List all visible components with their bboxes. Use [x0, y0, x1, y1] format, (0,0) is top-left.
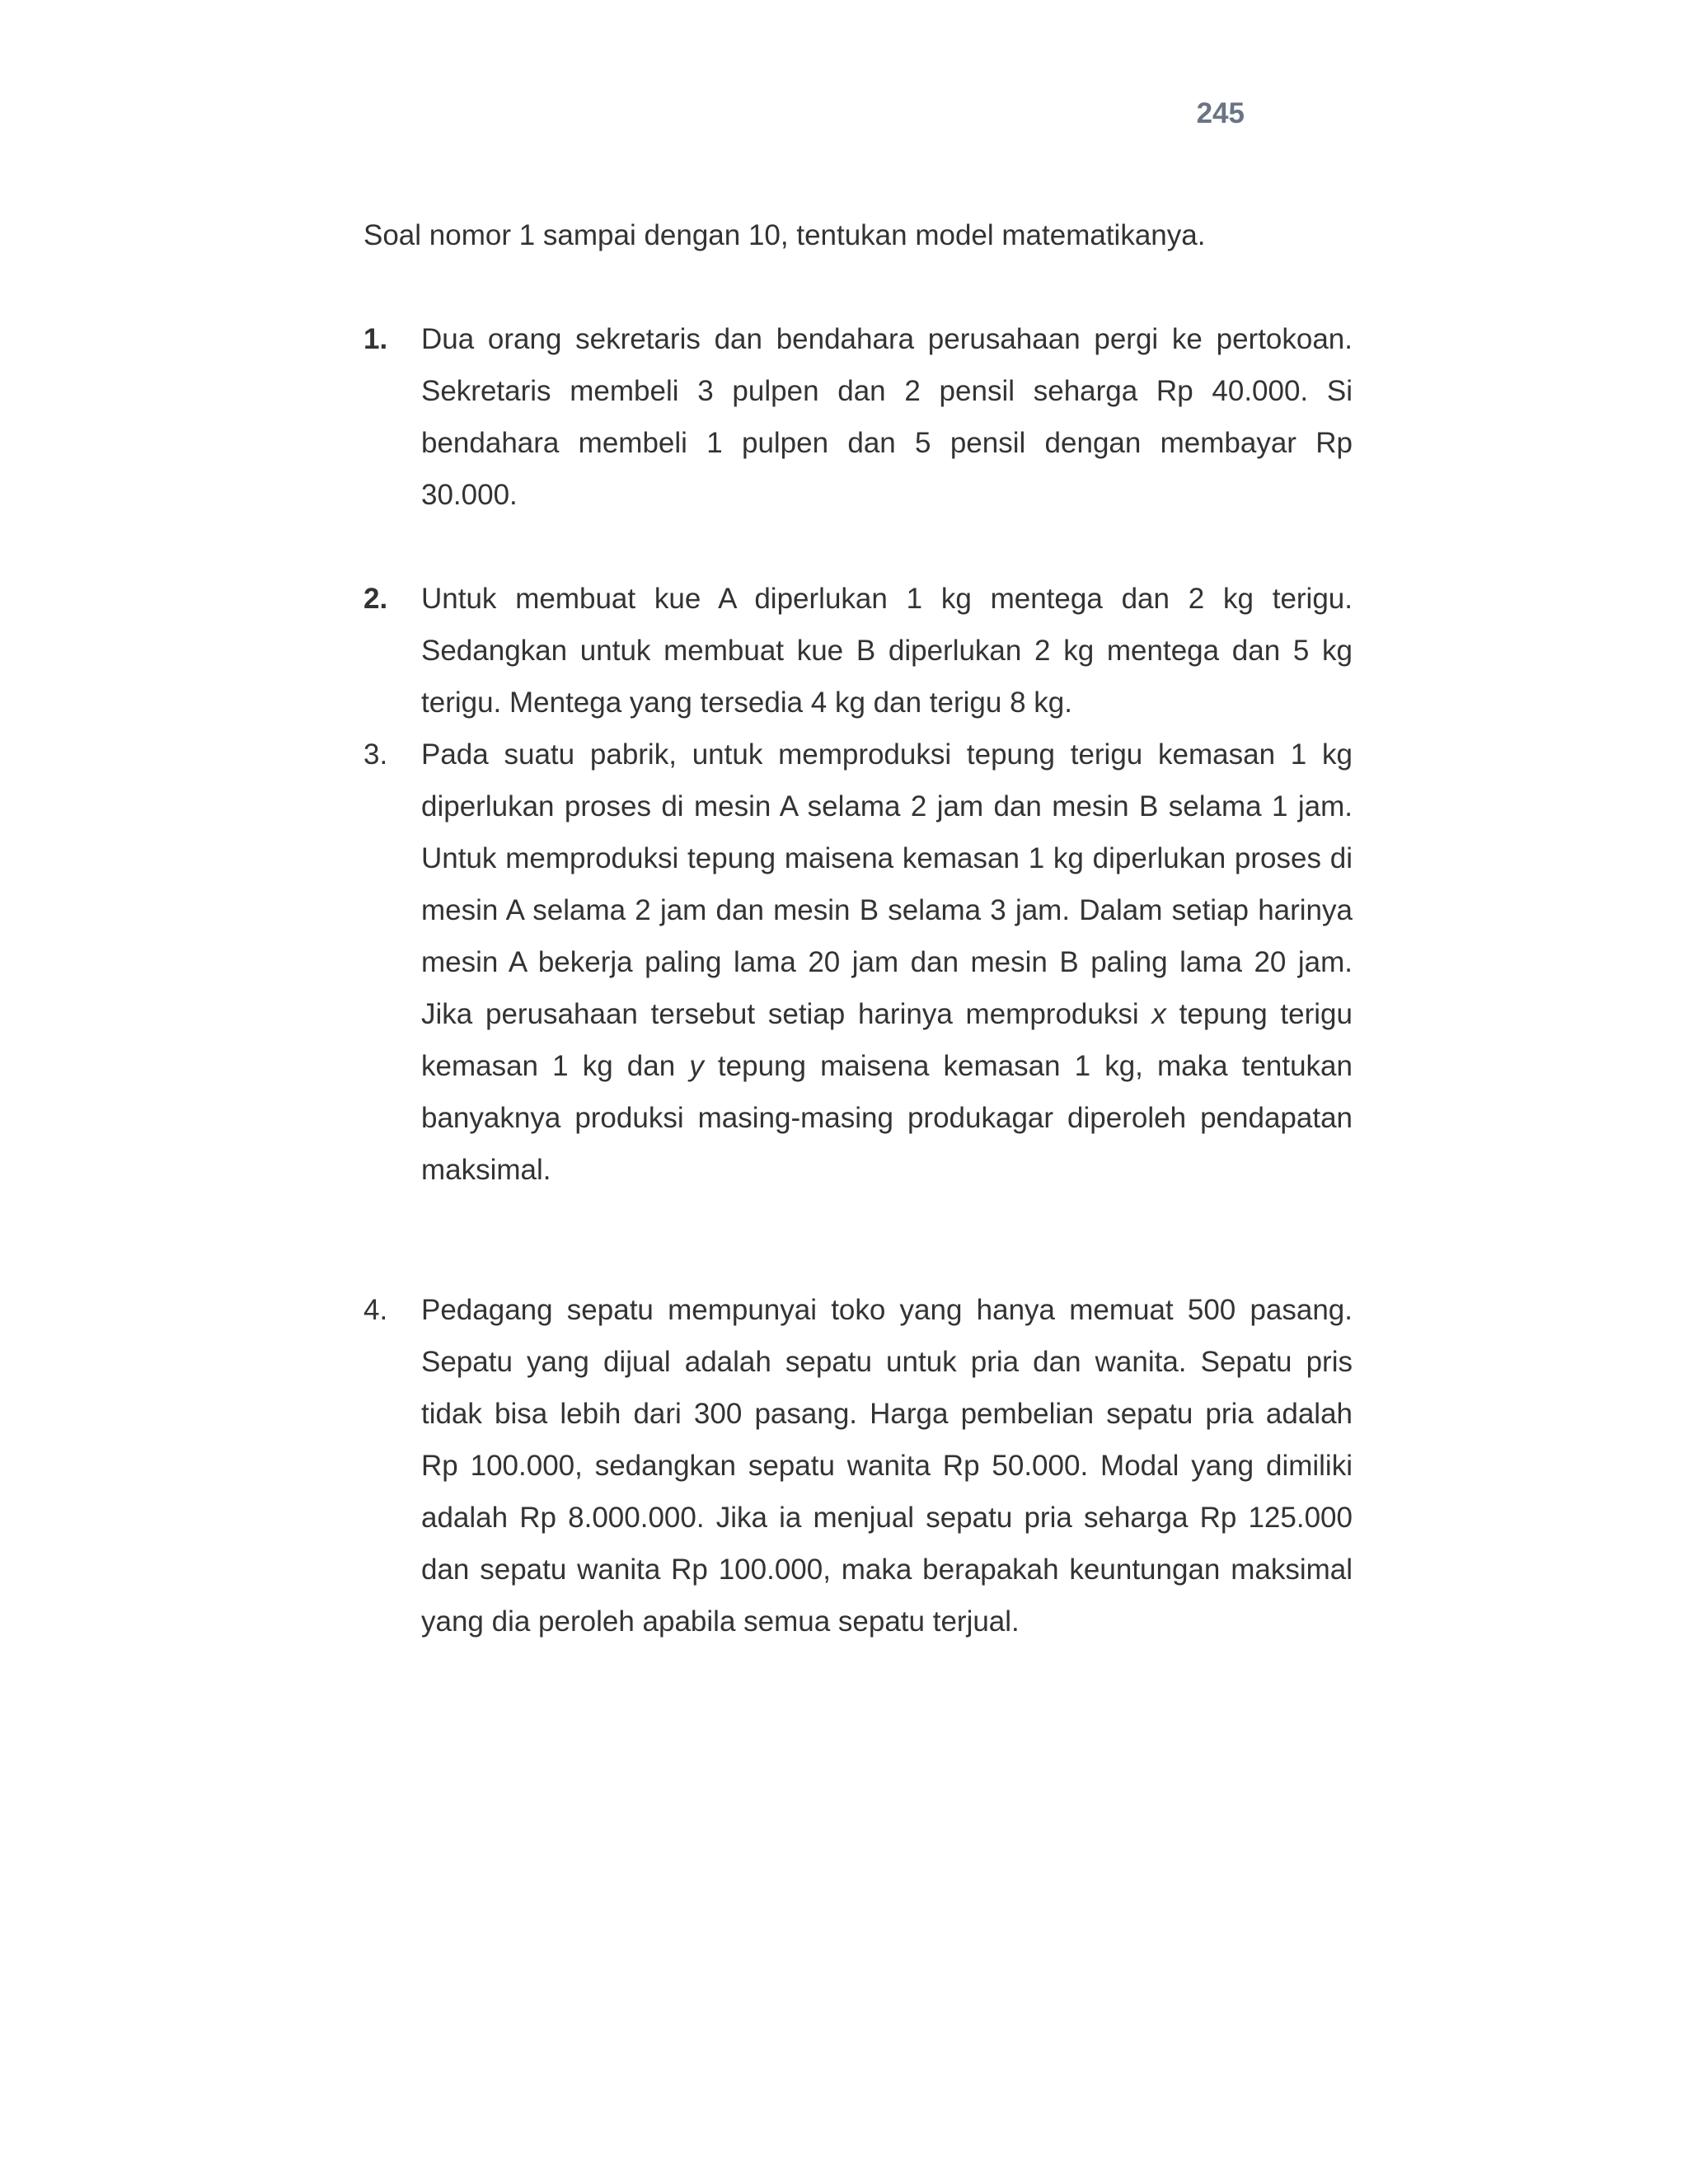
question-number: 2. — [363, 583, 388, 615]
question-text-part: Pada suatu pabrik, untuk memproduksi tepung terigu kemasan 1 kg diperlukan proses di mesin A selama 2 jam dan mesin B selama 1 jam. Untuk memproduksi tepung maisena kemasan 1 kg diperlukan proses di mesin A selama 2 jam dan mesin B selama 3 jam. Dalam setiap harinya mesin A bekerja paling lama 20 jam dan mesin B paling lama 20 jam. Jika perusahaan tersebut setiap harinya memproduksi — [421, 738, 1353, 1030]
question-text: Dua orang sekretaris dan bendahara perusahaan pergi ke pertokoan. Sekretaris membeli 3 pulpen dan 2 pensil seharga Rp 40.000. Si bendahara membeli 1 pulpen dan 5 pensil dengan membayar Rp 30.000. — [421, 323, 1353, 511]
question-text-part: tepung maisena kemasan 1 kg, maka tentukan banyaknya produksi masing-masing produkagar diperoleh pendapatan maksimal. — [421, 1050, 1353, 1186]
question-number: 3. — [363, 738, 388, 771]
question-text-part: tepung terigu kemasan 1 kg dan — [421, 998, 1353, 1082]
variable-y: y — [689, 1050, 704, 1082]
question-number: 1. — [363, 323, 388, 355]
question-number: 4. — [363, 1294, 388, 1326]
page-number: 245 — [1196, 97, 1245, 129]
variable-x: x — [1151, 998, 1166, 1030]
question-text: Untuk membuat kue A diperlukan 1 kg mentega dan 2 kg terigu. Sedangkan untuk membuat kue B diperlukan 2 kg mentega dan 5 kg terigu. Mentega yang tersedia 4 kg dan terigu 8 kg. — [421, 583, 1353, 719]
question-text — [421, 729, 1353, 1196]
question-text: Pedagang sepatu mempunyai toko yang hanya memuat 500 pasang. Sepatu yang dijual adalah sepatu untuk pria dan wanita. Sepatu pris tidak bisa lebih dari 300 pasang. Harga pembelian sepatu pria adalah Rp 100.000, sedangkan sepatu wanita Rp 50.000. Modal yang dimiliki adalah Rp 8.000.000. Jika ia menjual sepatu pria seharga Rp 125.000 dan sepatu wanita Rp 100.000, maka berapakah keuntungan maksimal yang dia peroleh apabila semua sepatu terjual. — [421, 1294, 1353, 1638]
instructions-text: Soal nomor 1 sampai dengan 10, tentukan model matematikanya. — [363, 219, 1206, 251]
